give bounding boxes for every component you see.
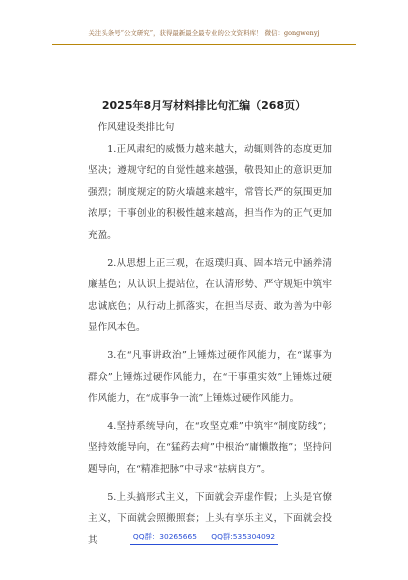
document-title: 2025年8月写材料排比句汇编（268页）	[101, 99, 307, 112]
footer-underline	[130, 544, 278, 545]
paragraph-2: 2.从思想上正三观，在返璞归真、固本培元中涵养清廉基色；从认识上提站位，在认清形势、严守规矩中筑牢忠诚底色；从行动上抓落实，在担当尽责、敢为善为中彰显作风本色。	[88, 257, 332, 334]
footer-qq-group-1: QQ群：30265665	[132, 532, 197, 541]
footer-qq-group-2: QQ群:535304092	[211, 532, 276, 541]
paragraph-3: 3.在“凡事讲政治”上锤炼过硬作风能力，在“谋事为群众”上锤炼过硬作风能力，在“干事重实效”上锤炼过硬作风能力，在“成事争一流”上锤炼过硬作风能力。	[88, 349, 332, 405]
paragraph-5: 5.上头搞形式主义，下面就会弄虚作假；上头是官僚主义，下面就会照搬照套；上头有享乐主义，下面就会投其	[88, 491, 332, 546]
paragraph-4: 4.坚持系统导向，在“攻坚克难”中筑牢“制度防线”；坚持效能导向，在“猛药去疴”中根治“庸懒散拖”；坚持问题导向，在“精准把脉”中寻求“祛病良方”。	[88, 420, 332, 475]
header-banner: 关注头条号“公文研究”，获得最新最全最专业的公文资料库！ 微信：gongwenyj	[88, 29, 320, 37]
paragraph-1: 1.正风肃纪的威慑力越来越大，动辄则咎的态度更加坚决；遵规守纪的自觉性越来越强，敬畏知止的意识更加强烈；制度规定的防火墙越来越牢，常管长严的氛围更加浓厚；干事创业的积极性越来越高，担当作为的正气更加充盈。	[88, 143, 332, 241]
footer-contacts	[0, 531, 408, 542]
document-body	[88, 117, 332, 557]
header-divider	[52, 44, 356, 45]
section-heading: 作风建设类排比句	[97, 122, 175, 133]
